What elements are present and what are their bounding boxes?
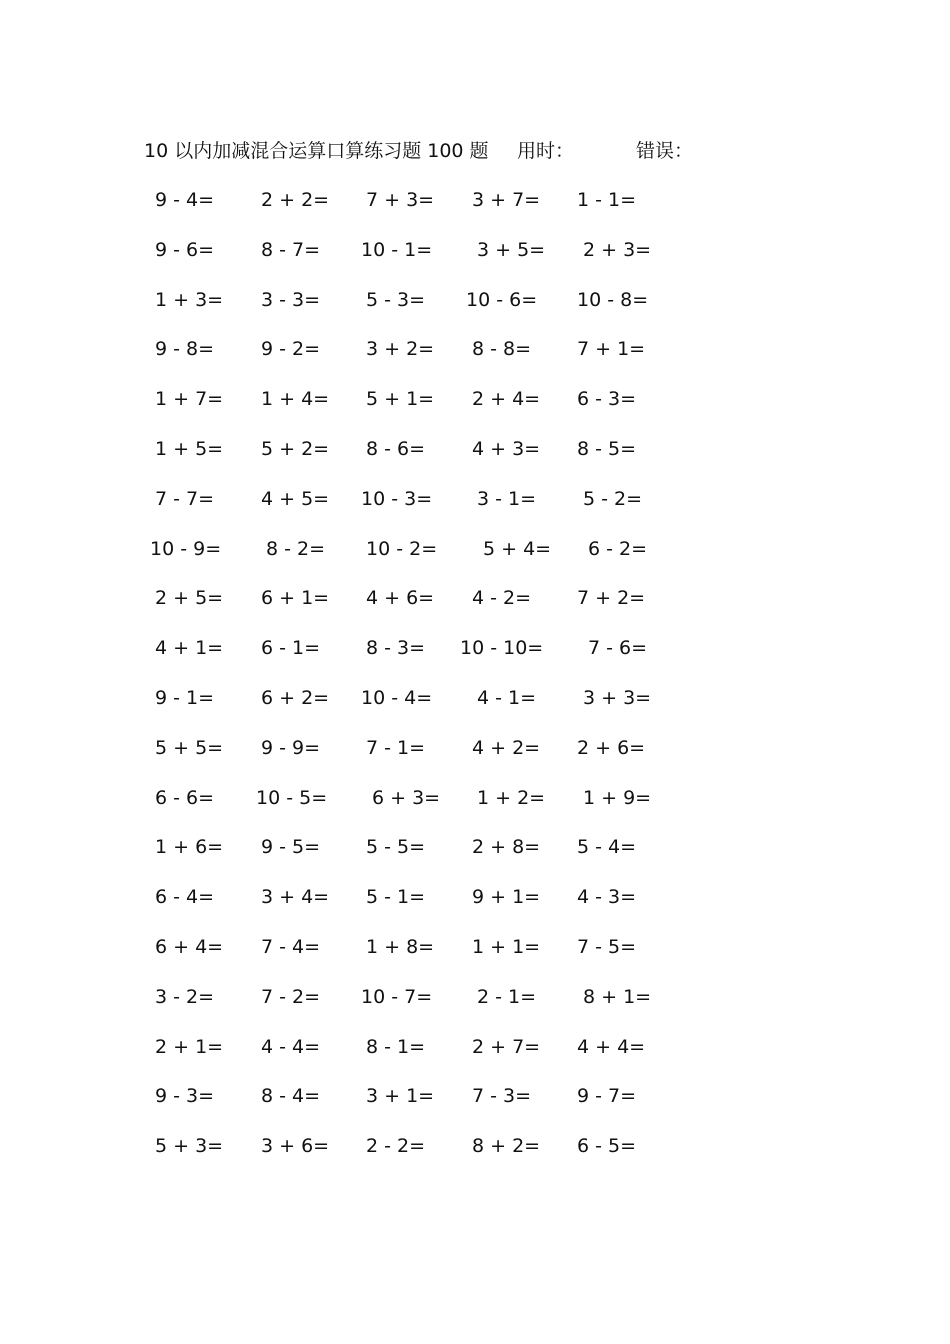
problem-item: 3 - 1= — [477, 488, 537, 510]
problem-item: 7 + 1= — [577, 338, 646, 360]
problem-item: 8 + 1= — [583, 986, 652, 1008]
problem-item: 5 + 2= — [261, 438, 330, 460]
problem-item: 9 + 1= — [472, 886, 541, 908]
problem-row — [150, 1033, 710, 1061]
problem-row — [150, 335, 710, 363]
problem-item: 10 - 9= — [150, 538, 222, 560]
problem-item: 6 + 1= — [261, 587, 330, 609]
problem-item: 3 - 3= — [261, 289, 321, 311]
problem-row — [150, 236, 710, 264]
problem-item: 1 + 4= — [261, 388, 330, 410]
problem-item: 2 + 3= — [583, 239, 652, 261]
problem-item: 4 + 5= — [261, 488, 330, 510]
problem-item: 1 + 3= — [155, 289, 224, 311]
problem-item: 10 - 1= — [361, 239, 433, 261]
problem-item: 9 - 8= — [155, 338, 215, 360]
problem-item: 7 - 1= — [366, 737, 426, 759]
problem-item: 7 + 2= — [577, 587, 646, 609]
problem-row — [150, 833, 710, 861]
problem-item: 6 - 2= — [588, 538, 648, 560]
problem-item: 10 - 2= — [366, 538, 438, 560]
problem-item: 10 - 3= — [361, 488, 433, 510]
problem-item: 2 - 2= — [366, 1135, 426, 1157]
problem-item: 6 + 2= — [261, 687, 330, 709]
problem-item: 2 + 2= — [261, 189, 330, 211]
problem-item: 5 + 3= — [155, 1135, 224, 1157]
problem-item: 4 - 2= — [472, 587, 532, 609]
problem-item: 8 + 2= — [472, 1135, 541, 1157]
problem-item: 1 + 9= — [583, 787, 652, 809]
problem-item: 3 + 4= — [261, 886, 330, 908]
problem-item: 10 - 7= — [361, 986, 433, 1008]
problem-item: 10 - 8= — [577, 289, 649, 311]
problem-item: 3 + 5= — [477, 239, 546, 261]
problem-item: 10 - 4= — [361, 687, 433, 709]
problem-item: 6 - 5= — [577, 1135, 637, 1157]
problem-item: 10 - 6= — [466, 289, 538, 311]
problem-item: 4 + 4= — [577, 1036, 646, 1058]
problem-item: 5 - 5= — [366, 836, 426, 858]
problem-item: 2 + 1= — [155, 1036, 224, 1058]
problem-item: 5 + 4= — [483, 538, 552, 560]
problem-item: 2 - 1= — [477, 986, 537, 1008]
problem-item: 9 - 9= — [261, 737, 321, 759]
problem-row — [150, 584, 710, 612]
problem-item: 1 + 1= — [472, 936, 541, 958]
problem-item: 8 - 8= — [472, 338, 532, 360]
problem-item: 7 - 4= — [261, 936, 321, 958]
problem-item: 1 + 7= — [155, 388, 224, 410]
problem-row — [150, 385, 710, 413]
problem-item: 1 + 8= — [366, 936, 435, 958]
problem-row — [150, 983, 710, 1011]
problem-item: 4 + 6= — [366, 587, 435, 609]
problem-item: 7 - 7= — [155, 488, 215, 510]
problem-item: 6 - 6= — [155, 787, 215, 809]
problem-item: 8 - 2= — [266, 538, 326, 560]
problem-item: 6 + 3= — [372, 787, 441, 809]
problem-item: 3 - 2= — [155, 986, 215, 1008]
problem-item: 9 - 3= — [155, 1085, 215, 1107]
problem-item: 4 + 3= — [472, 438, 541, 460]
problem-item: 5 + 1= — [366, 388, 435, 410]
problem-item: 8 - 7= — [261, 239, 321, 261]
problem-item: 9 - 6= — [155, 239, 215, 261]
problem-item: 3 + 1= — [366, 1085, 435, 1107]
problem-item: 7 - 2= — [261, 986, 321, 1008]
time-used-label: 用时： — [517, 140, 575, 162]
problem-item: 8 - 5= — [577, 438, 637, 460]
problem-row — [150, 634, 710, 662]
problem-item: 7 - 6= — [588, 637, 648, 659]
problem-item: 7 + 3= — [366, 189, 435, 211]
problem-item: 1 + 6= — [155, 836, 224, 858]
problem-row — [150, 734, 710, 762]
problem-item: 2 + 8= — [472, 836, 541, 858]
errors-label: 错误： — [636, 140, 694, 162]
problem-item: 5 - 3= — [366, 289, 426, 311]
problem-row — [150, 883, 710, 911]
problem-item: 6 + 4= — [155, 936, 224, 958]
problem-row — [150, 784, 710, 812]
problem-item: 6 - 1= — [261, 637, 321, 659]
problem-row — [150, 535, 710, 563]
worksheet-title: 10 以内加减混合运算口算练习题 100 题 — [144, 140, 489, 162]
problem-item: 5 + 5= — [155, 737, 224, 759]
problem-item: 7 - 3= — [472, 1085, 532, 1107]
problem-item: 6 - 3= — [577, 388, 637, 410]
problem-item: 9 - 5= — [261, 836, 321, 858]
problem-row — [150, 933, 710, 961]
problem-item: 9 - 1= — [155, 687, 215, 709]
problem-item: 3 + 7= — [472, 189, 541, 211]
problem-row — [150, 435, 710, 463]
problem-item: 1 + 2= — [477, 787, 546, 809]
problem-item: 5 - 4= — [577, 836, 637, 858]
problem-item: 4 - 4= — [261, 1036, 321, 1058]
problem-item: 8 - 1= — [366, 1036, 426, 1058]
problem-row — [150, 286, 710, 314]
problem-row — [150, 1082, 710, 1110]
problem-item: 2 + 5= — [155, 587, 224, 609]
problem-item: 2 + 6= — [577, 737, 646, 759]
problem-item: 4 - 1= — [477, 687, 537, 709]
problem-item: 3 + 2= — [366, 338, 435, 360]
problem-item: 4 + 1= — [155, 637, 224, 659]
problem-item: 8 - 6= — [366, 438, 426, 460]
problem-item: 9 - 4= — [155, 189, 215, 211]
problem-item: 7 - 5= — [577, 936, 637, 958]
problem-item: 8 - 4= — [261, 1085, 321, 1107]
problem-item: 1 - 1= — [577, 189, 637, 211]
problem-item: 4 - 3= — [577, 886, 637, 908]
problem-item: 8 - 3= — [366, 637, 426, 659]
problem-row — [150, 684, 710, 712]
problem-item: 6 - 4= — [155, 886, 215, 908]
problem-row — [150, 186, 710, 214]
problem-item: 9 - 2= — [261, 338, 321, 360]
problem-item: 4 + 2= — [472, 737, 541, 759]
problem-item: 3 + 6= — [261, 1135, 330, 1157]
problem-item: 10 - 10= — [460, 637, 544, 659]
problem-row — [150, 485, 710, 513]
problem-item: 10 - 5= — [256, 787, 328, 809]
problem-item: 5 - 1= — [366, 886, 426, 908]
problem-item: 5 - 2= — [583, 488, 643, 510]
problem-item: 9 - 7= — [577, 1085, 637, 1107]
problem-row — [150, 1132, 710, 1160]
problem-item: 1 + 5= — [155, 438, 224, 460]
problem-item: 3 + 3= — [583, 687, 652, 709]
problem-item: 2 + 7= — [472, 1036, 541, 1058]
problem-item: 2 + 4= — [472, 388, 541, 410]
